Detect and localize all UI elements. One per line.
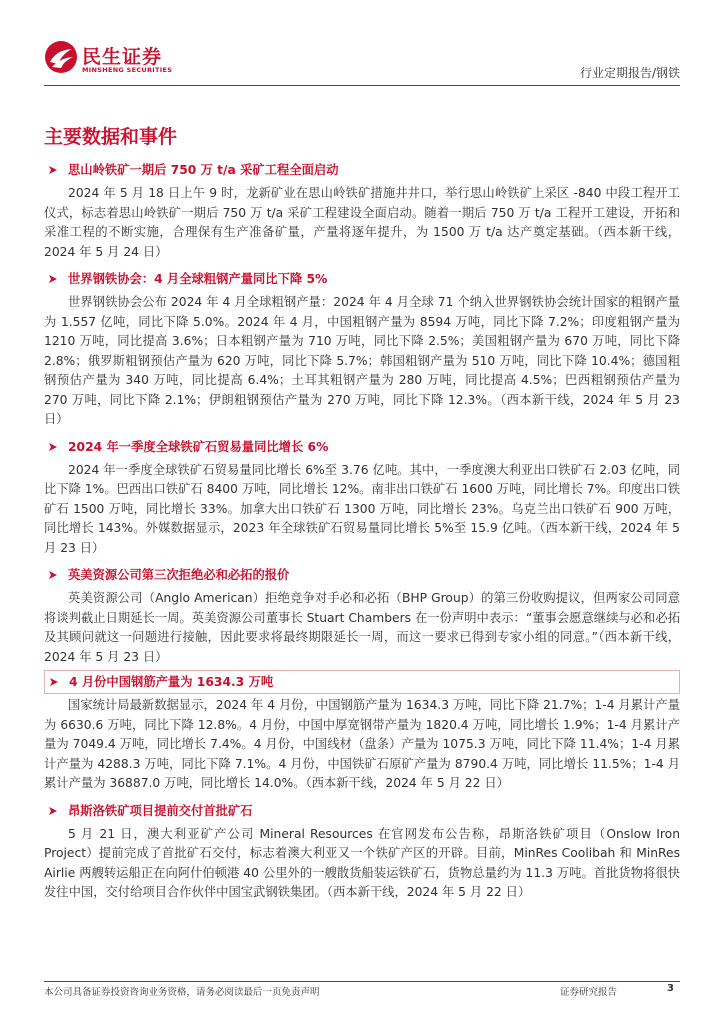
footer-disclaimer: 本公司具备证券投资咨询业务资格，请务必阅读最后一页免责声明 — [44, 987, 320, 998]
main-content — [44, 124, 680, 906]
section-body: 英美资源公司（Anglo American）拒绝竞争对手必和必拓（BHP Group）的第三份收购提议，但两家公司同意将谈判截止日期延长一周。英美资源公司董事长 Stuart Chambers 在一份声明中表示：“董事会愿意继续与必和必拓及其顾问就这一问题进行接触，因此要求将最终期限延长一周，而这一要求已得到专家小组的同意。”（西本新干线，2024 年 5 月 23 日） — [44, 591, 680, 664]
footer-divider — [44, 981, 680, 982]
page-number: 3 — [667, 983, 674, 994]
arrow-bullet-icon — [48, 274, 58, 284]
section-title: 世界钢铁协会：4 月全球粗钢产量同比下降 5% — [68, 272, 328, 286]
section-iron-ore-trade — [44, 433, 680, 559]
section-onslow-iron — [44, 797, 680, 903]
section-heading — [44, 561, 680, 589]
section-title: 英美资源公司第三次拒绝必和必拓的报价 — [68, 568, 290, 582]
section-body: 国家统计局最新数据显示，2024 年 4 月份，中国钢筋产量为 1634.3 万吨，同比下降 21.7%；1-4 月累计产量为 6630.6 万吨，同比下降 12.8%。4 月份，中国中厚宽钢带产量为 1820.4 万吨，同比增长 1.9%；1-4 月累计产量为 7049.4 万吨，同比增长 7.4%。4 月份，中国线材（盘条）产量为 1075.3 万吨，同比下降 11.4%；1-4 月累计产量为 4288.3 万吨，同比下降 7.1%。4 月份，中国铁矿石原矿产量为 8790.4 万吨，同比增长 11.5%；1-4 月累计产量为 36887.0 万吨，同比增长 14.0%。（西本新干线，2024 年 5 月 22 日） — [44, 698, 680, 790]
page-header — [0, 0, 724, 92]
header-divider — [44, 85, 680, 86]
brand-name-en: MINSHENG SECURITIES — [82, 66, 173, 74]
section-heading — [44, 433, 680, 461]
section-title: 4 月份中国钢筋产量为 1634.3 万吨 — [69, 675, 274, 689]
arrow-bullet-icon — [48, 570, 58, 580]
arrow-bullet-icon — [49, 677, 59, 687]
section-anglo-american — [44, 561, 680, 667]
section-heading — [44, 670, 680, 694]
arrow-bullet-icon — [48, 442, 58, 452]
arrow-bullet-icon — [48, 806, 58, 816]
section-title: 昂斯洛铁矿项目提前交付首批矿石 — [68, 803, 253, 818]
brand-name-cn: 民生证券 — [82, 46, 163, 68]
section-worldsteel — [44, 265, 680, 430]
footer-report-label: 证券研究报告 — [560, 987, 618, 998]
page-title: 主要数据和事件 — [44, 126, 178, 148]
section-body: 世界钢铁协会公布 2024 年 4 月全球粗钢产量：2024 年 4 月全球 71 个纳入世界钢铁协会统计国家的粗钢产量为 1.557 亿吨，同比下降 5.0%。2024 年 4 月，中国粗钢产量为 8594 万吨，同比下降 7.2%；印度粗钢产量为 1210 万吨，同比提高 3.6%；日本粗钢产量为 710 万吨，同比下降 2.5%；美国粗钢产量为 670 万吨，同比下降 2.8%；俄罗斯粗钢预估产量为 620 万吨，同比下降 5.7%；韩国粗钢产量为 510 万吨，同比下降 10.4%；德国粗钢预估产量为 340 万吨，同比提高 6.4%；土耳其粗钢产量为 280 万吨，同比提高 4.5%；巴西粗钢预估产量为 270 万吨，同比下降 2.1%；伊朗粗钢预估产量为 270 万吨，同比下降 12.3%。（西本新干线，2024 年 5 月 23 日） — [44, 295, 680, 426]
minsheng-logo-icon — [44, 40, 78, 74]
company-logo — [44, 40, 184, 80]
section-body: 5 月 21 日，澳大利亚矿产公司 Mineral Resources 在官网发布公告称，昂斯洛铁矿项目（Onslow Iron Project）提前完成了首批矿石交付，标志着澳大利亚又一个铁矿产区的开辟。目前，MinRes Coolibah 和 MinRes Airlie 两艘转运船正在向阿什伯顿港 40 公里外的一艘散货船装运铁矿石，货物总量约为 11.3 万吨。首批货物将很快发往中国，交付给项目合作伙伴中国宝武钢铁集团。（西本新干线，2024 年 5 月 22 日） — [44, 826, 680, 899]
section-body: 2024 年一季度全球铁矿石贸易量同比增长 6%至 3.76 亿吨。其中，一季度澳大利亚出口铁矿石 2.03 亿吨，同比下降 1%。巴西出口铁矿石 8400 万吨，同比增长 12%。南非出口铁矿石 1600 万吨，同比增长 7%。印度出口铁矿石 1500 万吨，同比增长 33%。加拿大出口铁矿石 1300 万吨，同比增长 23%。乌克兰出口铁矿石 900 万吨，同比增长 143%。外媒数据显示，2023 年全球铁矿石贸易量同比增长 5%至 15.9 亿吨。（西本新干线，2024 年 5 月 23 日） — [44, 462, 680, 555]
section-title: 2024 年一季度全球铁矿石贸易量同比增长 6% — [68, 439, 329, 454]
arrow-bullet-icon — [48, 165, 58, 175]
section-title: 思山岭铁矿一期后 750 万 t/a 采矿工程全面启动 — [68, 163, 339, 177]
report-type: 行业定期报告/钢铁 — [579, 66, 680, 80]
section-heading — [44, 797, 680, 825]
section-rebar-output — [44, 670, 680, 794]
section-siShanLing — [44, 156, 680, 262]
section-heading — [44, 265, 680, 293]
section-body: 2024 年 5 月 18 日上午 9 时，龙新矿业在思山岭铁矿措施井井口，举行思山岭铁矿上采区 -840 中段工程开工仪式，标志着思山岭铁矿一期后 750 万 t/a 采矿工程建设全面启动。随着一期后 750 万 t/a 工程开工建设，开拓和采准工程的不断实施，合理保有生产准备矿量，产量将逐年提升，为 1500 万 t/a 达产奠定基础。（西本新干线，2024 年 5 月 24 日） — [44, 186, 680, 259]
section-heading — [44, 156, 680, 184]
